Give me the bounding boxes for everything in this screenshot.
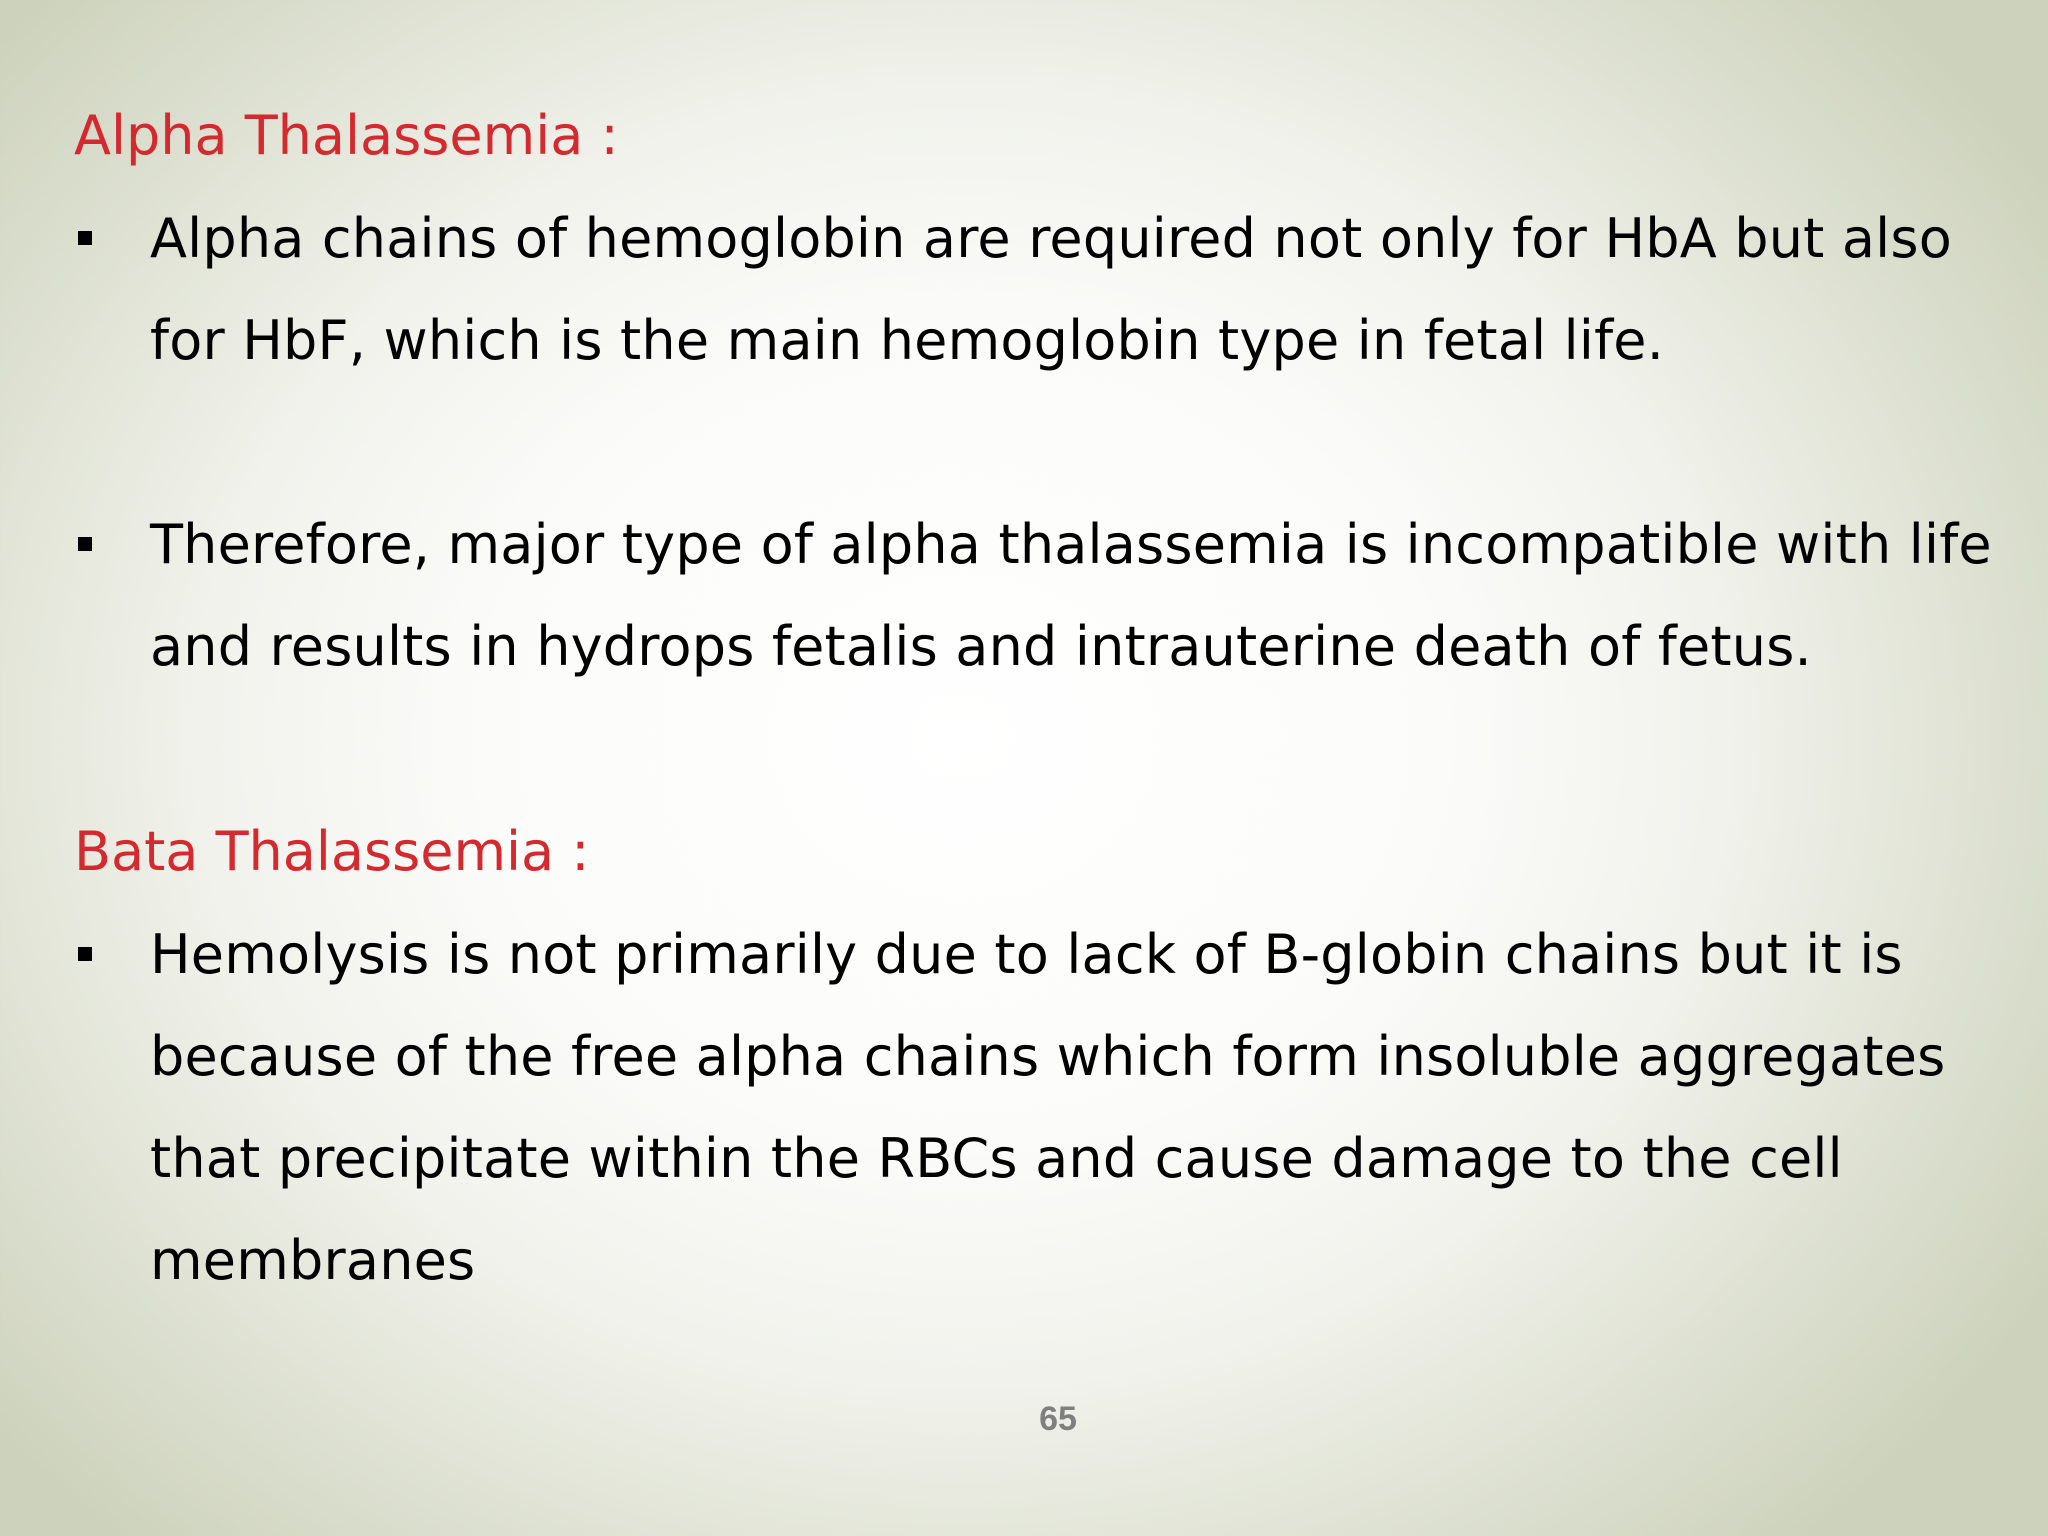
- bullet-text: Therefore, major type of alpha thalassemia is incompatible with life and results in hydrops fetalis and intrauterine death of fetus.: [150, 513, 1992, 678]
- heading-bata-thalassemia: Bata Thalassemia :: [74, 820, 590, 883]
- bullet-square-icon: [78, 537, 92, 551]
- bullet-text: Alpha chains of hemoglobin are required not only for HbA but also for HbF, which is the main hemoglobin type in fetal life.: [150, 207, 1952, 372]
- bullet-text: Hemolysis is not primarily due to lack of B-globin chains but it is because of the free alpha chains which form insoluble aggregates that precipitate within the RBCs and cause damage to the cell membranes: [150, 923, 1946, 1292]
- heading-alpha-thalassemia: Alpha Thalassemia :: [74, 104, 619, 167]
- bullet-square-icon: [78, 947, 92, 961]
- bullet-square-icon: [78, 231, 92, 245]
- page-number: 65: [1039, 1400, 1077, 1438]
